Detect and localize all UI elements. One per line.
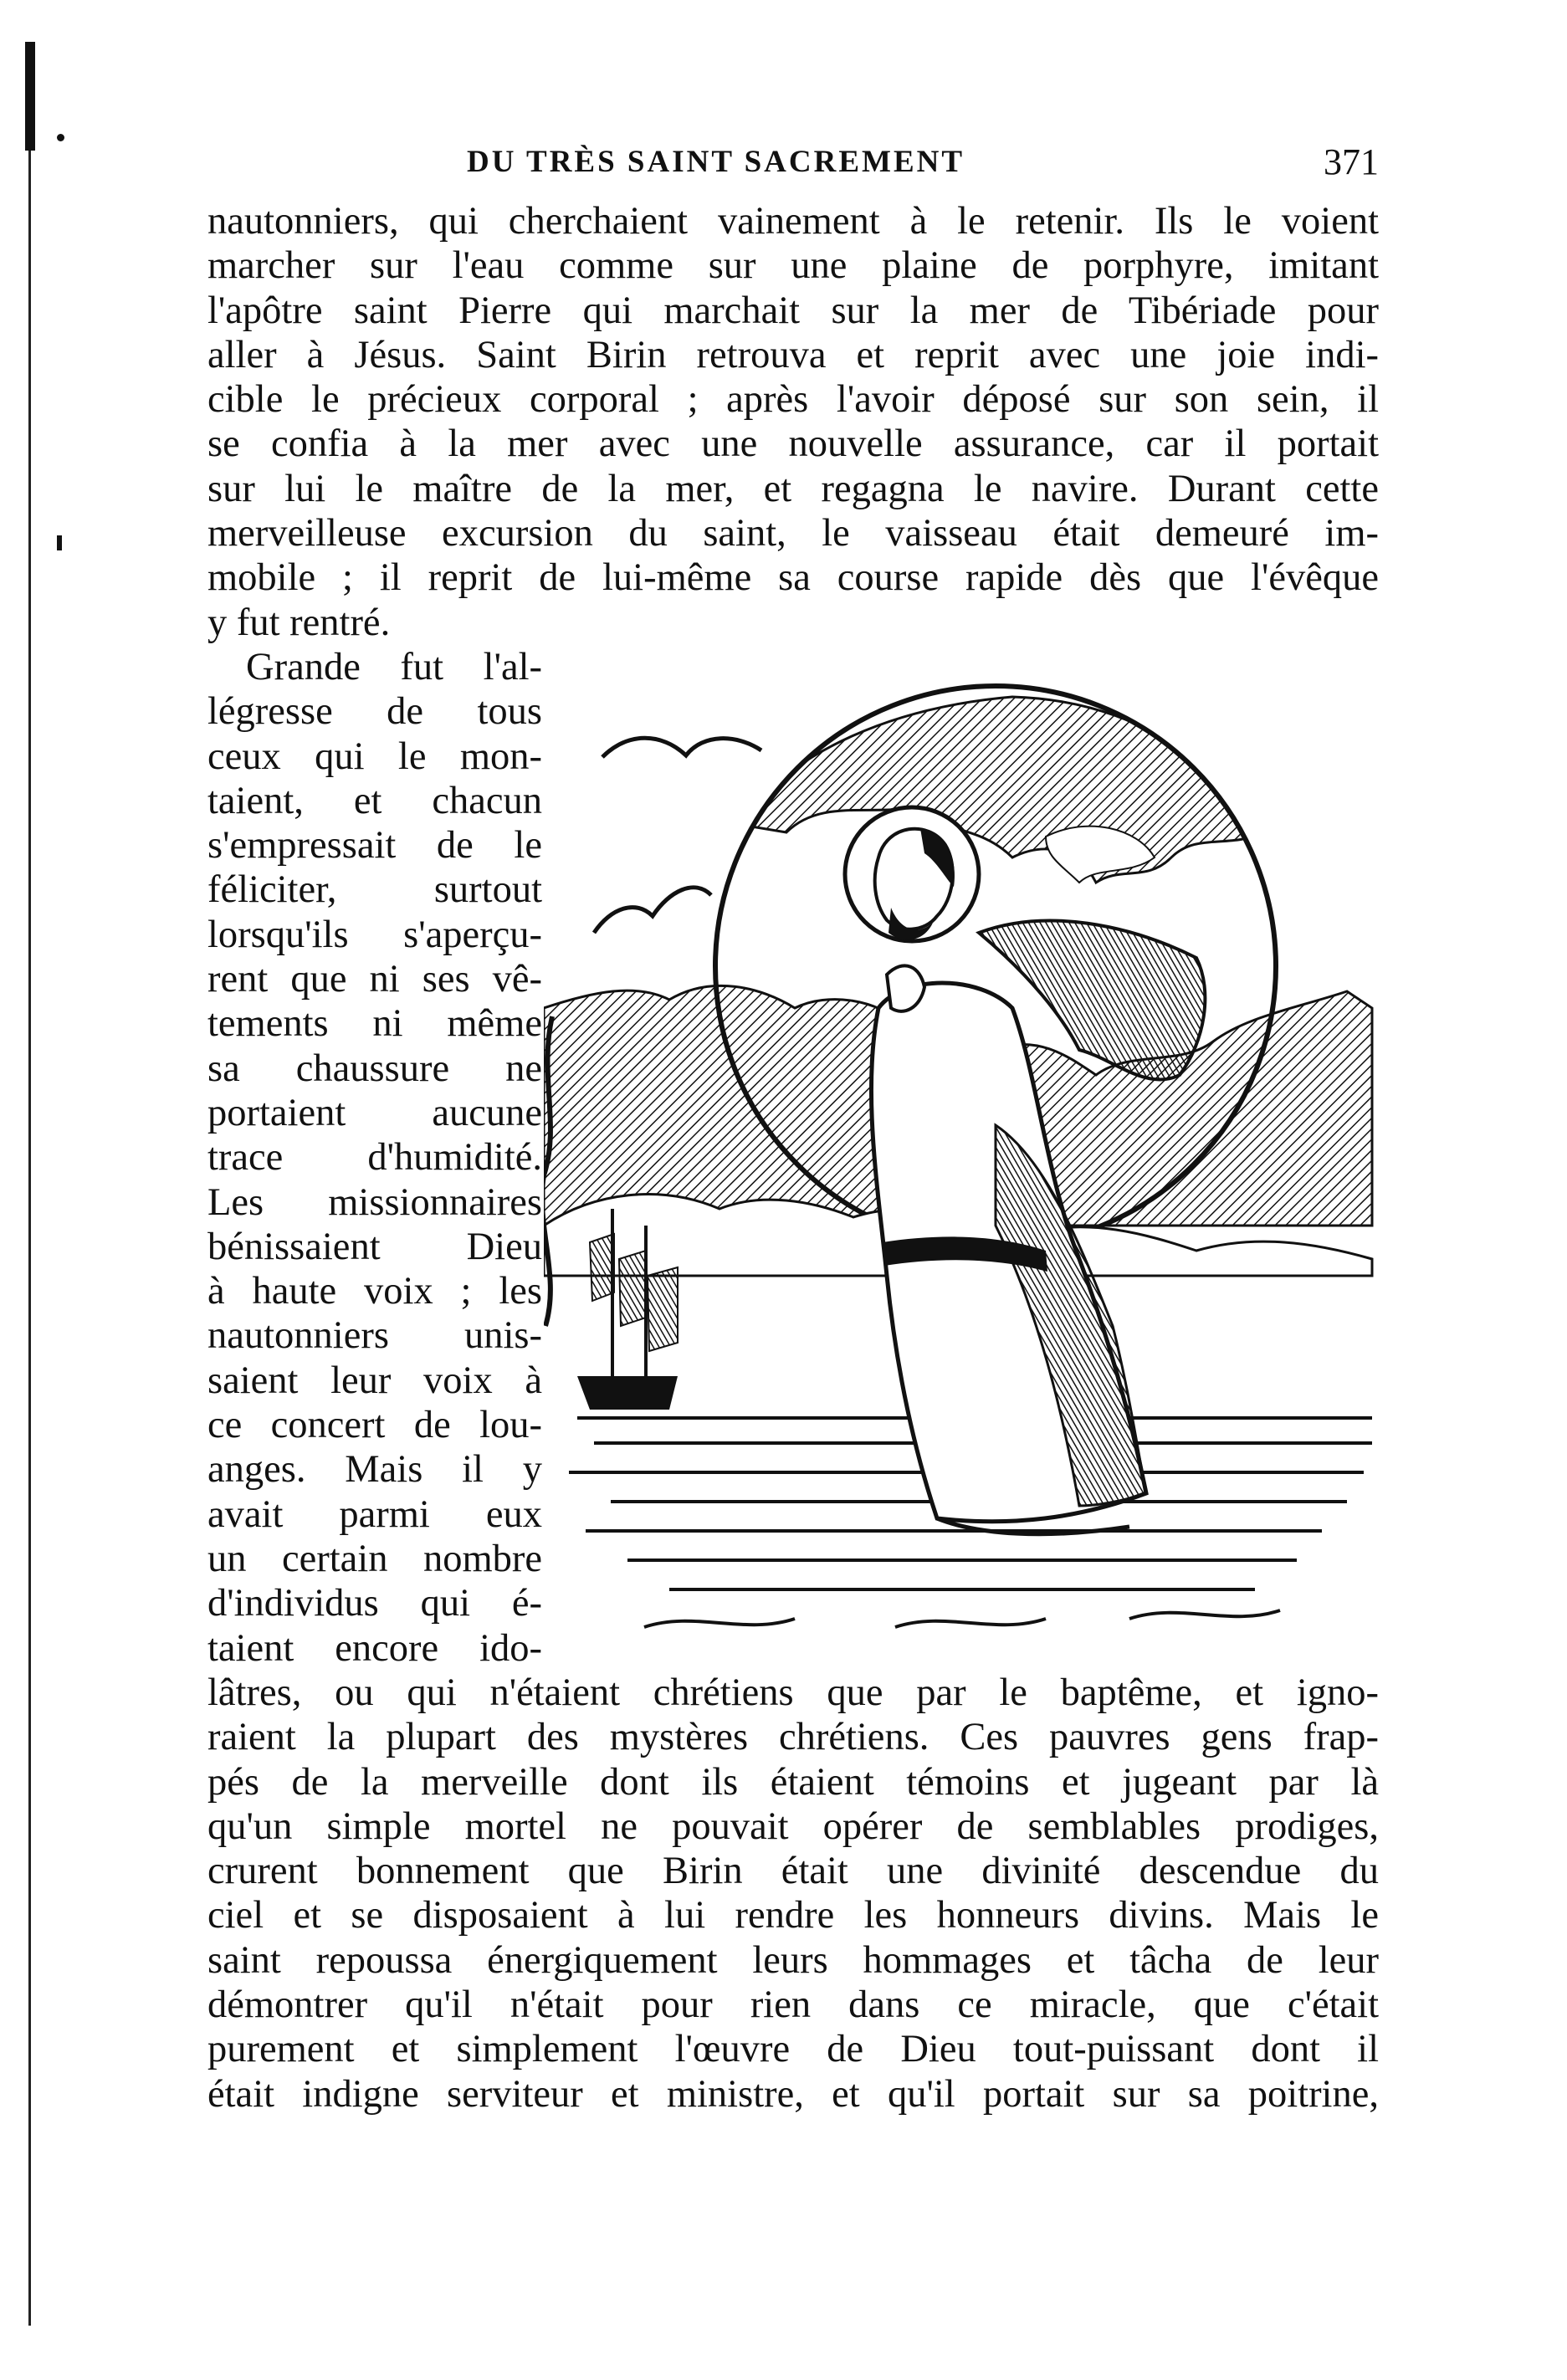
text-line: ce concert de lou- xyxy=(207,1404,542,1447)
text-line: bénissaient Dieu xyxy=(207,1225,542,1268)
text-line: trace d'humidité. xyxy=(207,1136,542,1180)
text-line: cible le précieux corporal ; après l'avoir déposé sur son sein, il xyxy=(207,378,1379,422)
text-line: l'apôtre saint Pierre qui marchait sur la mer de Tibériade pour xyxy=(207,289,1379,332)
text-line: Les missionnaires xyxy=(207,1180,542,1224)
engraving-image xyxy=(544,657,1380,1661)
text-line: nautonniers, qui cherchaient vainement à le retenir. Ils le voient xyxy=(207,200,1379,243)
page-binding-edge xyxy=(23,42,37,2334)
ink-mark xyxy=(57,535,62,550)
text-line: marcher sur l'eau comme sur une plaine de porphyre, imitant xyxy=(207,244,1379,288)
text-line: saient leur voix à xyxy=(207,1359,542,1402)
seagull-2 xyxy=(594,888,711,933)
seagull-1 xyxy=(602,738,761,757)
text-line: était indigne serviteur et ministre, et qu'il portait sur sa poitrine, xyxy=(207,2072,1379,2116)
text-line: un certain nombre xyxy=(207,1537,542,1580)
text-line: taient encore ido- xyxy=(207,1626,542,1670)
text-line: ceux qui le mon- xyxy=(207,734,542,778)
text-line: pés de la merveille dont ils étaient témoins et jugeant par là xyxy=(207,1760,1379,1804)
page-number: 371 xyxy=(1324,141,1379,182)
text-line: anges. Mais il y xyxy=(207,1448,542,1492)
text-line: aller à Jésus. Saint Birin retrouva et reprit avec une joie indi- xyxy=(207,333,1379,376)
text-line: mobile ; il reprit de lui-même sa course rapide dès que l'évêque xyxy=(207,556,1379,600)
paragraph-top xyxy=(207,199,1379,645)
running-head: DU TRÈS SAINT SACREMENT xyxy=(467,145,965,179)
text-line: taient, et chacun xyxy=(207,779,542,822)
text-line: Grande fut l'al- xyxy=(246,646,542,688)
page-header xyxy=(207,141,1379,191)
text-line: lorsqu'ils s'aperçu- xyxy=(207,913,542,956)
text-line: raient la plupart des mystères chrétiens. Ces pauvres gens frap- xyxy=(207,1716,1379,1759)
text-line: y fut rentré. xyxy=(207,601,391,644)
text-line: nautonniers unis- xyxy=(207,1314,542,1358)
text-line: sa chaussure ne xyxy=(207,1047,542,1090)
text-line: portaient aucune xyxy=(207,1091,542,1134)
text-line: s'empressait de le xyxy=(207,824,542,868)
binding-shadow xyxy=(25,42,35,151)
text-line: tements ni même xyxy=(207,1002,542,1046)
paragraph-column xyxy=(207,645,542,1671)
text-line: d'individus qui é- xyxy=(207,1582,542,1625)
text-line: légresse de tous xyxy=(207,690,542,734)
text-line: féliciter, surtout xyxy=(207,868,542,912)
text-line: saint repoussa énergiquement leurs hommages et tâcha de leur xyxy=(207,1938,1379,1982)
text-line: crurent bonnement que Birin était une divinité descendue du xyxy=(207,1850,1379,1893)
ink-speck xyxy=(57,134,64,141)
text-line: merveilleuse excursion du saint, le vaisseau était demeuré im- xyxy=(207,512,1379,555)
text-line: rent que ni ses vê- xyxy=(207,958,542,1001)
text-line: purement et simplement l'œuvre de Dieu tout-puissant dont il xyxy=(207,2028,1379,2071)
text-line: avait parmi eux xyxy=(207,1492,542,1536)
paragraph-bottom xyxy=(207,1671,1379,2116)
binding-line xyxy=(28,151,31,2326)
text-line: se confia à la mer avec une nouvelle assurance, car il portait xyxy=(207,422,1379,466)
text-line: ciel et se disposaient à lui rendre les honneurs divins. Mais le xyxy=(207,1894,1379,1937)
text-line: lâtres, ou qui n'étaient chrétiens que par le baptême, et igno- xyxy=(207,1671,1379,1714)
text-line: qu'un simple mortel ne pouvait opérer de semblables prodiges, xyxy=(207,1804,1379,1848)
illustration-saint-walking-on-water xyxy=(544,657,1380,1661)
text-line: à haute voix ; les xyxy=(207,1270,542,1313)
text-line: démontrer qu'il n'était pour rien dans ce miracle, que c'était xyxy=(207,1983,1379,2027)
text-line: sur lui le maître de la mer, et regagna le navire. Durant cette xyxy=(207,467,1379,510)
